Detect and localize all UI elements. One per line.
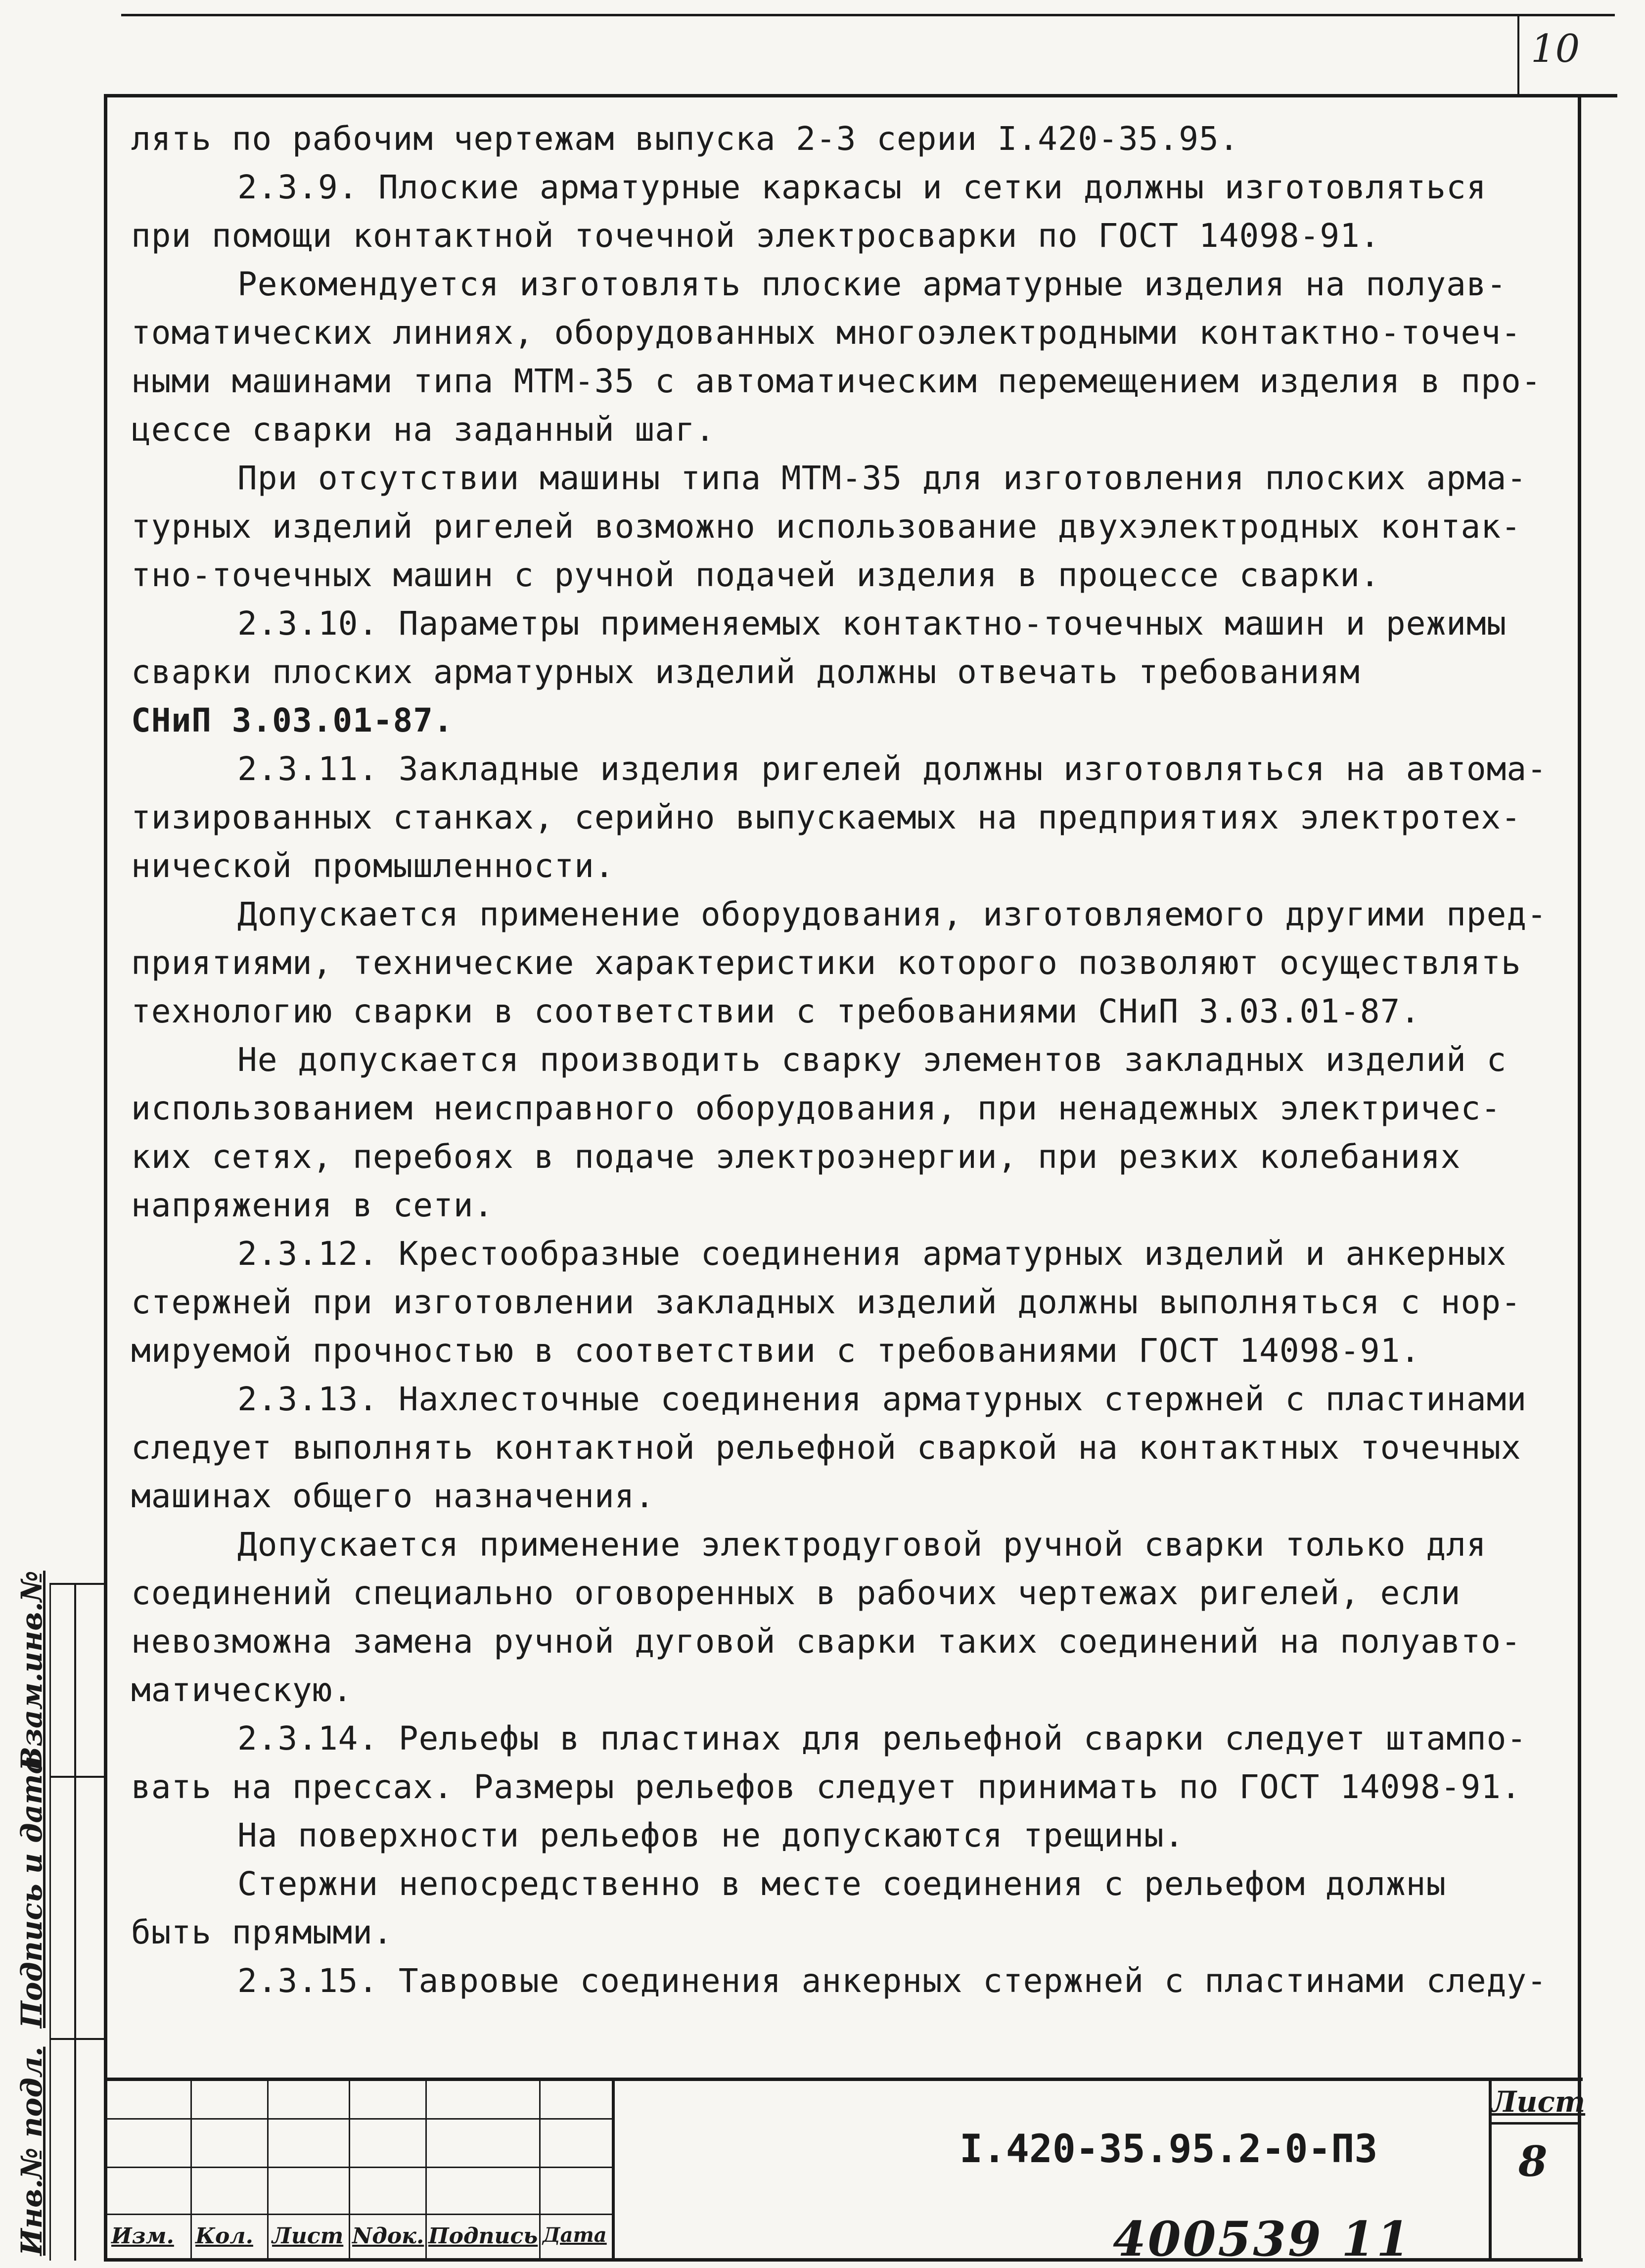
body-line: турных изделий ригелей возможно использование двухэлектродных контак- [131, 508, 1521, 546]
title-col-sep [425, 2078, 427, 2260]
body-line: тизированных станках, серийно выпускаемых на предприятиях электротех- [131, 798, 1521, 836]
frame-right [1578, 94, 1581, 2261]
title-block-row3 [107, 2214, 612, 2215]
side-stamp-border [74, 1583, 76, 2261]
body-line: Не допускается производить сварку элементов закладных изделий с [237, 1041, 1507, 1079]
body-line: соединений специально оговоренных в рабочих чертежах ригелей, если [131, 1574, 1461, 1612]
title-col-sep [190, 2078, 192, 2260]
sheet-label: Лист [1491, 2085, 1586, 2119]
body-line: томатических линиях, оборудованных многоэлектродными контактно-точеч- [131, 314, 1521, 352]
title-block-row2 [107, 2167, 612, 2168]
body-line: при помощи контактной точечной электросварки по ГОСТ 14098-91. [131, 217, 1380, 255]
body-line: машинах общего назначения. [131, 1477, 655, 1515]
archive-number: 400539 11 [1113, 2211, 1412, 2267]
body-line: ких сетях, перебоях в подаче электроэнергии, при резких колебаниях [131, 1138, 1461, 1176]
frame-left [104, 94, 107, 2261]
body-line: технологию сварки в соответствии с требованиями СНиП 3.03.01-87. [131, 992, 1421, 1030]
sheet-number: 8 [1518, 2137, 1548, 2186]
body-line: 2.3.12. Крестообразные соединения арматурных изделий и анкерных [237, 1235, 1507, 1273]
frame-top [104, 94, 1617, 97]
body-line: вать на прессах. Размеры рельефов следует принимать по ГОСТ 14098-91. [131, 1768, 1521, 1806]
corner-page-number: 10 [1531, 27, 1580, 71]
title-col-sep [267, 2078, 269, 2260]
col-ndok: Nдок. [352, 2223, 424, 2249]
body-line: нической промышленности. [131, 847, 615, 885]
title-block-top [104, 2078, 1583, 2081]
title-col-sep [612, 2078, 615, 2260]
body-line: На поверхности рельефов не допускаются трещины. [237, 1816, 1185, 1854]
col-list: Лист [272, 2223, 344, 2249]
body-line: использованием неисправного оборудования, при ненадежных электричес- [131, 1089, 1502, 1127]
body-line: СНиП 3.03.01-87. [131, 701, 454, 740]
body-line: 2.3.14. Рельефы в пластинах для рельефной сварки следует штампо- [237, 1719, 1527, 1758]
body-line: приятиями, технические характеристики которого позволяют осуществлять [131, 944, 1521, 982]
body-line: Стержни непосредственно в месте соединения с рельефом должны [237, 1865, 1447, 1903]
side-sign-date: Подпись и дата [15, 1755, 48, 2028]
body-line: 2.3.10. Параметры применяемых контактно-точечных машин и режимы [237, 604, 1507, 643]
col-izm: Изм. [111, 2223, 174, 2249]
body-line: следует выполнять контактной рельефной сваркой на контактных точечных [131, 1429, 1521, 1467]
body-line: 2.3.9. Плоские арматурные каркасы и сетки должны изготовляться [237, 168, 1487, 206]
body-line: матическую. [131, 1671, 353, 1709]
side-stamp-sep [49, 1776, 104, 1778]
body-line: При отсутствии машины типа МТМ-35 для изготовления плоских арма- [237, 459, 1527, 497]
body-line: сварки плоских арматурных изделий должны отвечать требованиям [131, 653, 1360, 691]
body-line: Допускается применение оборудования, изготовляемого другими пред- [237, 895, 1547, 933]
body-line: 2.3.15. Тавровые соединения анкерных стержней с пластинами следу- [237, 1962, 1547, 2000]
side-vzam-inv: Взам.инв.№ [15, 1571, 48, 1771]
title-block-row1 [107, 2118, 612, 2120]
body-text [131, 115, 1565, 2005]
document-code: I.420-35.95.2-0-ПЗ [960, 2127, 1378, 2172]
col-kol: Кол. [195, 2223, 253, 2249]
body-line: быть прямыми. [131, 1913, 393, 1951]
body-line: 2.3.13. Нахлесточные соединения арматурных стержней с пластинами [237, 1380, 1527, 1418]
body-line: невозможна замена ручной дуговой сварки таких соединений на полуавто- [131, 1622, 1521, 1661]
col-podpis: Подпись [428, 2223, 538, 2249]
title-col-sep [539, 2078, 541, 2260]
body-line: лять по рабочим чертежам выпуска 2-3 серии I.420-35.95. [131, 120, 1239, 158]
side-stamp-inner [49, 1583, 51, 2261]
body-line: мируемой прочностью в соответствии с требованиями ГОСТ 14098-91. [131, 1332, 1421, 1370]
side-stamp-sep [49, 1583, 104, 1585]
title-col-sep [349, 2078, 350, 2260]
body-line: Допускается применение электродуговой ручной сварки только для [237, 1526, 1487, 1564]
side-inv-no: Инв.№ подл. [15, 2046, 48, 2256]
corner-divider [1517, 15, 1519, 96]
body-line: ными машинами типа МТМ-35 с автоматическим перемещением изделия в про- [131, 362, 1542, 400]
col-data: Дата [543, 2223, 607, 2247]
side-stamp-sep [49, 2038, 104, 2040]
body-line: Рекомендуется изготовлять плоские арматурные изделия на полуав- [237, 265, 1507, 303]
body-line: напряжения в сети. [131, 1186, 494, 1224]
top-rule [121, 14, 1615, 16]
sheet-row-sep [1489, 2122, 1580, 2125]
body-line: 2.3.11. Закладные изделия ригелей должны изготовляться на автома- [237, 750, 1547, 788]
body-line: тно-точечных машин с ручной подачей изделия в процессе сварки. [131, 556, 1380, 594]
body-line: стержней при изготовлении закладных изделий должны выполняться с нор- [131, 1283, 1521, 1321]
body-line: цессе сварки на заданный шаг. [131, 411, 716, 449]
